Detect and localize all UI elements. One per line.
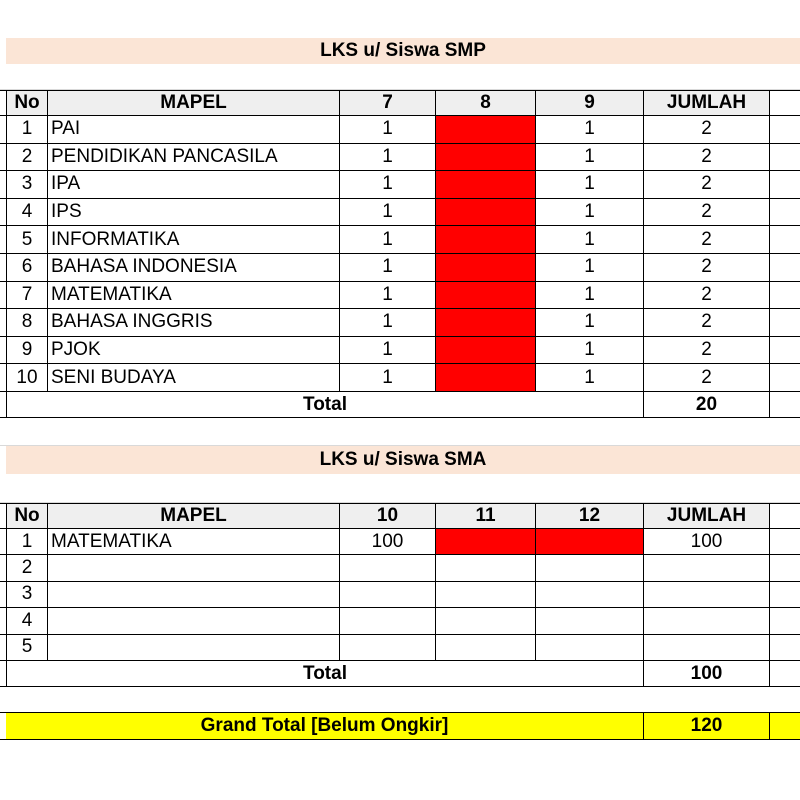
cell-no[interactable]: 2 [6,144,48,171]
table-row [0,254,800,282]
smp-header-mapel[interactable]: MAPEL [48,91,340,115]
cell-extra[interactable] [770,635,800,660]
cell-no[interactable]: 7 [6,282,48,309]
cell-jumlah[interactable]: 100 [644,529,770,554]
cell-mapel[interactable] [48,555,340,580]
cell-jumlah[interactable]: 2 [644,309,770,336]
cell-no[interactable]: 6 [6,254,48,281]
cell-extra[interactable] [770,309,800,336]
blank-row-gridline [0,687,800,712]
cell-grade-c[interactable]: 1 [536,282,644,309]
cell-grade-b[interactable] [436,364,536,391]
cell-grade-c[interactable]: 1 [536,254,644,281]
cell-extra[interactable] [770,199,800,226]
cell-grade-a[interactable]: 1 [340,144,436,171]
cell-jumlah[interactable]: 2 [644,337,770,364]
smp-title: LKS u/ Siswa SMP [320,40,486,61]
cell-grade-b[interactable] [436,116,536,143]
cell-no[interactable]: 5 [6,635,48,660]
cell-no[interactable]: 3 [6,582,48,607]
cell-mapel[interactable] [48,635,340,660]
table-row [0,144,800,172]
cell-grade-a[interactable] [340,635,436,660]
cell-extra[interactable] [770,226,800,253]
cell-grade-c[interactable]: 1 [536,226,644,253]
cell-grade-c[interactable]: 1 [536,199,644,226]
cell-mapel[interactable]: PAI [48,116,340,143]
cell-grade-a[interactable]: 1 [340,199,436,226]
cell-grade-b[interactable] [436,226,536,253]
cell-mapel[interactable]: IPS [48,199,340,226]
cell-no[interactable]: 2 [6,555,48,580]
table-row [0,529,800,555]
table-row [0,309,800,337]
table-row [0,582,800,608]
sma-header-row [0,503,800,529]
table-row [0,608,800,634]
cell-grade-b[interactable] [436,608,536,633]
cell-grade-c[interactable]: 1 [536,309,644,336]
table-row [0,555,800,581]
cell-grade-a[interactable]: 1 [340,337,436,364]
blank-row-gridline [0,418,800,446]
table-row [0,282,800,310]
cell-grade-b[interactable] [436,199,536,226]
cell-grade-a[interactable]: 1 [340,116,436,143]
cell-no[interactable]: 9 [6,337,48,364]
cell-grade-c[interactable]: 1 [536,171,644,198]
cell-no[interactable]: 3 [6,171,48,198]
grand-total-extra[interactable] [770,713,800,739]
sma-header-10[interactable]: 10 [340,504,436,528]
cell-mapel[interactable]: PJOK [48,337,340,364]
cell-jumlah[interactable]: 2 [644,144,770,171]
cell-jumlah[interactable]: 2 [644,364,770,391]
cell-jumlah[interactable]: 2 [644,171,770,198]
cell-no[interactable]: 4 [6,608,48,633]
cell-mapel[interactable]: MATEMATIKA [48,282,340,309]
cell-mapel[interactable]: PENDIDIKAN PANCASILA [48,144,340,171]
cell-mapel[interactable] [48,608,340,633]
cell-extra[interactable] [770,364,800,391]
cell-grade-c[interactable]: 1 [536,144,644,171]
cell-grade-b[interactable] [436,555,536,580]
cell-grade-a[interactable]: 100 [340,529,436,554]
smp-total-label[interactable]: Total [6,392,644,417]
cell-grade-b[interactable] [436,144,536,171]
cell-mapel[interactable] [48,582,340,607]
cell-jumlah[interactable] [644,582,770,607]
cell-grade-a[interactable]: 1 [340,226,436,253]
cell-grade-a[interactable]: 1 [340,309,436,336]
cell-grade-b[interactable] [436,309,536,336]
cell-mapel[interactable]: INFORMATIKA [48,226,340,253]
sma-header-no[interactable]: No [6,504,48,528]
cell-grade-c[interactable] [536,608,644,633]
sma-header-extra[interactable] [770,504,800,528]
cell-extra[interactable] [770,337,800,364]
table-row [0,337,800,365]
cell-extra[interactable] [770,254,800,281]
smp-header-8[interactable]: 8 [436,91,536,115]
blank-row-gridline [0,64,800,90]
cell-grade-c[interactable] [536,582,644,607]
blank-row-gridline [0,740,800,752]
cell-jumlah[interactable]: 2 [644,282,770,309]
cell-grade-a[interactable] [340,555,436,580]
cell-grade-a[interactable] [340,608,436,633]
cell-no[interactable]: 1 [6,116,48,143]
smp-header-jumlah[interactable]: JUMLAH [644,91,770,115]
cell-grade-c[interactable] [536,555,644,580]
cell-grade-b[interactable] [436,635,536,660]
cell-grade-b[interactable] [436,171,536,198]
cell-grade-b[interactable] [436,254,536,281]
cell-no[interactable]: 1 [6,529,48,554]
cell-extra[interactable] [770,555,800,580]
cell-extra[interactable] [770,282,800,309]
table-row [0,199,800,227]
cell-extra[interactable] [770,144,800,171]
cell-grade-c[interactable] [536,529,644,554]
smp-total-extra[interactable] [770,392,800,417]
sma-total-extra[interactable] [770,661,800,686]
cell-grade-a[interactable]: 1 [340,364,436,391]
cell-grade-b[interactable] [436,529,536,554]
cell-jumlah[interactable]: 2 [644,226,770,253]
smp-header-9[interactable]: 9 [536,91,644,115]
sma-header-jumlah[interactable]: JUMLAH [644,504,770,528]
sma-title: LKS u/ Siswa SMA [319,449,487,470]
smp-header-7[interactable]: 7 [340,91,436,115]
cell-grade-c[interactable]: 1 [536,364,644,391]
cell-jumlah[interactable] [644,635,770,660]
cell-grade-c[interactable]: 1 [536,116,644,143]
sma-total-value[interactable]: 100 [644,661,770,686]
sma-total-label[interactable]: Total [6,661,644,686]
sma-header-11[interactable]: 11 [436,504,536,528]
table-row [0,226,800,254]
cell-no[interactable]: 8 [6,309,48,336]
cell-jumlah[interactable]: 2 [644,199,770,226]
grand-total-value[interactable]: 120 [644,713,770,739]
cell-grade-b[interactable] [436,282,536,309]
table-row [0,635,800,661]
cell-grade-a[interactable]: 1 [340,254,436,281]
smp-total-row [0,392,800,418]
cell-grade-b[interactable] [436,337,536,364]
cell-jumlah[interactable]: 2 [644,116,770,143]
cell-mapel[interactable]: MATEMATIKA [48,529,340,554]
cell-grade-c[interactable] [536,635,644,660]
cell-extra[interactable] [770,171,800,198]
cell-mapel[interactable]: BAHASA INDONESIA [48,254,340,281]
cell-jumlah[interactable] [644,555,770,580]
cell-extra[interactable] [770,529,800,554]
sma-header-12[interactable]: 12 [536,504,644,528]
smp-total-value[interactable]: 20 [644,392,770,417]
smp-header-row [0,90,800,116]
cell-grade-a[interactable] [340,582,436,607]
cell-extra[interactable] [770,608,800,633]
smp-header-extra[interactable] [770,91,800,115]
cell-jumlah[interactable]: 2 [644,254,770,281]
cell-no[interactable]: 10 [6,364,48,391]
cell-mapel[interactable]: SENI BUDAYA [48,364,340,391]
smp-title-band [6,38,800,64]
sma-total-row [0,661,800,687]
blank-row-gridline [0,474,800,503]
smp-header-no[interactable]: No [6,91,48,115]
cell-grade-b[interactable] [436,582,536,607]
grand-total-label[interactable]: Grand Total [Belum Ongkir] [6,713,644,739]
cell-no[interactable]: 4 [6,199,48,226]
sma-header-mapel[interactable]: MAPEL [48,504,340,528]
cell-grade-c[interactable]: 1 [536,337,644,364]
cell-mapel[interactable]: BAHASA INGGRIS [48,309,340,336]
cell-grade-a[interactable]: 1 [340,171,436,198]
cell-grade-a[interactable]: 1 [340,282,436,309]
table-row [0,116,800,144]
cell-extra[interactable] [770,582,800,607]
table-row [0,364,800,392]
sma-title-band [6,446,800,474]
cell-no[interactable]: 5 [6,226,48,253]
cell-extra[interactable] [770,116,800,143]
cell-mapel[interactable]: IPA [48,171,340,198]
table-row [0,171,800,199]
cell-jumlah[interactable] [644,608,770,633]
grand-total-row [0,712,800,740]
